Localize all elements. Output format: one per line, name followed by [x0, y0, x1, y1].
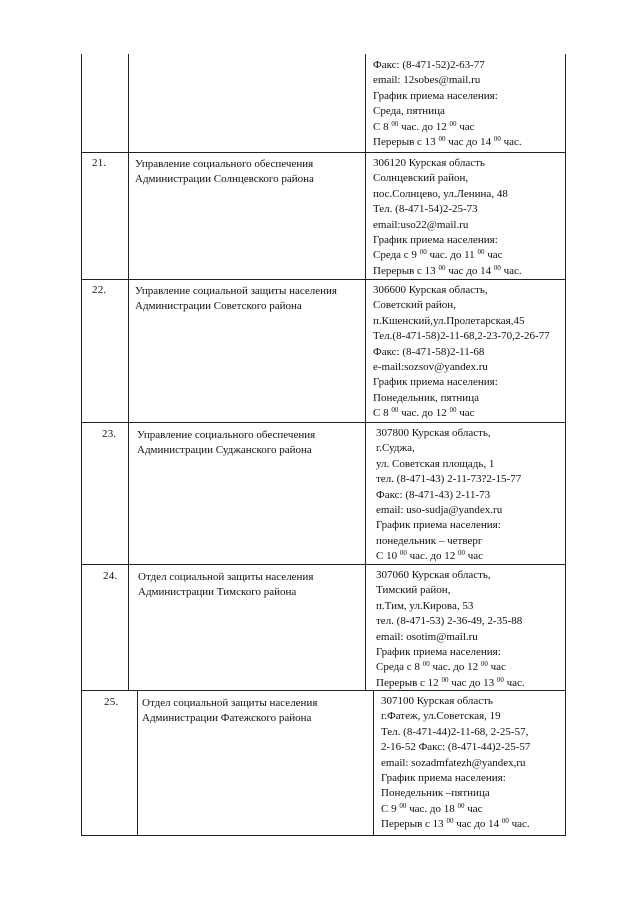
minutes-superscript: 00 [493, 263, 501, 272]
contact-info-line: 307100 Курская область [381, 695, 493, 707]
contact-info-line: График приема населения: [376, 519, 501, 532]
contact-info-line: Тимский район, [376, 584, 451, 597]
organization-name-line: Управление социального обеспечения [137, 429, 316, 441]
organization-name-line: Администрации Фатежского района [142, 712, 312, 724]
row-separator [81, 279, 566, 280]
row-separator [81, 152, 566, 153]
contact-info [381, 694, 530, 833]
row-number: 24. [103, 570, 118, 582]
contact-info-line: email: sozadmfatezh@yandex,ru [381, 756, 526, 769]
row-number: 22. [92, 284, 107, 296]
contact-info-line: Перерыв с 13 $^{00}$ час до 14 $^{00}$ час. [373, 263, 522, 277]
contact-info-line: г.Суджа, [376, 442, 415, 455]
organization-name-line: Администрации Тимского района [138, 586, 297, 598]
minutes-superscript: 00 [419, 248, 427, 257]
table-border-col1 [128, 54, 129, 690]
contact-info-line: Среда с 8 $^{00}$ час. до 12 $^{00}$ час [376, 660, 506, 674]
contact-info-line: 2-16-52 Факс: (8-471-44)2-25-57 [381, 741, 531, 754]
contact-info-line: С 8 $^{00}$ час. до 12 $^{00}$ час [373, 406, 475, 420]
contact-info-line: 306120 Курская область [373, 157, 485, 169]
contact-info-line: Советский район, [373, 299, 456, 312]
organization-name-line: Администрации Суджанского района [137, 444, 312, 456]
contact-info-line: С 9 $^{00}$ час. до 18 $^{00}$ час [381, 801, 483, 815]
contact-info-line: тел. (8-471-43) 2-11-73?2-15-77 [376, 473, 522, 486]
minutes-superscript: 00 [399, 549, 407, 558]
minutes-superscript: 00 [493, 134, 501, 143]
contact-info-line: График приема населения: [373, 233, 498, 246]
table-border-col2 [365, 54, 366, 690]
row-separator [81, 422, 566, 423]
minutes-superscript: 00 [391, 119, 399, 128]
contact-info-line: 306600 Курская область, [373, 284, 488, 296]
contact-info-line: График приема населения: [373, 89, 498, 102]
contact-info-line: e-mail:sozsov@yandex.ru [373, 360, 488, 373]
organization-name-line: Администрации Солнцевского района [135, 173, 314, 185]
contact-info-line: пос.Солнцево, ул.Ленина, 48 [373, 187, 508, 200]
contact-info-line: email: osotim@mail.ru [376, 630, 478, 643]
organization-name-line: Отдел социальной защиты населения [142, 697, 318, 709]
minutes-superscript: 00 [496, 675, 504, 684]
minutes-superscript: 00 [477, 248, 485, 257]
contact-info-line: Тел.(8-471-58)2-11-68,2-23-70,2-26-77 [373, 330, 550, 343]
contact-info-line: Тел. (8-471-54)2-25-73 [373, 203, 478, 216]
minutes-superscript: 00 [501, 817, 509, 826]
contact-info-line: понедельник – четверг [376, 534, 483, 547]
contact-info [376, 568, 525, 691]
minutes-superscript: 00 [446, 817, 454, 826]
contact-info-line: г.Фатеж, ул.Советская, 19 [381, 710, 501, 723]
contact-info-line: п.Кшенский,ул.Пролетарская,45 [373, 314, 525, 327]
contact-info-line: email:uso22@mail.ru [373, 218, 469, 231]
organization-name [142, 696, 317, 726]
contact-info [373, 283, 550, 422]
contact-info-line: Перерыв с 13 $^{00}$ час до 14 $^{00}$ час. [381, 817, 530, 831]
row-number: 23. [102, 428, 117, 440]
organization-name [135, 284, 337, 314]
table-border-bottom [81, 835, 566, 836]
contact-info-line: Факс: (8-471-58)2-11-68 [373, 345, 485, 358]
organization-name [137, 428, 315, 458]
table-border-col1-lower [137, 690, 138, 836]
minutes-superscript: 00 [399, 801, 407, 810]
contact-info-line: С 10 $^{00}$ час. до 12 $^{00}$ час [376, 549, 484, 563]
contact-info-line: Солнцевский район, [373, 172, 469, 185]
contact-info-line: 307800 Курская область, [376, 427, 491, 439]
contact-info-line: График приема населения: [376, 645, 501, 658]
contact-info-line: Понедельник –пятница [381, 787, 490, 800]
contact-info [376, 426, 521, 565]
contact-info-line: 307060 Курская область, [376, 569, 491, 581]
row-number: 21. [92, 157, 107, 169]
organization-name-line: Администрации Советского района [135, 300, 302, 312]
contact-info-line: Перерыв с 12 $^{00}$ час до 13 $^{00}$ час. [376, 675, 525, 689]
contact-info-line: email: 12sobes@mail.ru [373, 74, 481, 87]
minutes-superscript: 00 [438, 263, 446, 272]
contact-info-line: ул. Советская площадь, 1 [376, 457, 495, 470]
contact-info [373, 156, 522, 279]
minutes-superscript: 00 [449, 119, 457, 128]
organization-name-line: Отдел социальной защиты населения [138, 571, 314, 583]
minutes-superscript: 00 [438, 134, 446, 143]
minutes-superscript: 00 [441, 675, 449, 684]
contact-info [373, 58, 522, 150]
organization-name [135, 157, 314, 187]
contact-info-line: п.Тим, ул.Кирова, 53 [376, 599, 474, 612]
contact-info-line: Перерыв с 13 $^{00}$ час до 14 $^{00}$ час. [373, 134, 522, 148]
table-border-left [81, 54, 82, 836]
contact-info-line: email: uso-sudja@yandex.ru [376, 503, 503, 516]
minutes-superscript: 00 [422, 660, 430, 669]
minutes-superscript: 00 [458, 549, 465, 558]
contact-info-line: Понедельник, пятница [373, 391, 479, 404]
organization-name-line: Управление социальной защиты населения [135, 285, 337, 297]
contact-info-line: Среда, пятница [373, 105, 445, 118]
organization-name [138, 570, 313, 600]
table-border-col2-lower [373, 690, 374, 836]
contact-info-line: Среда с 9 $^{00}$ час. до 11 $^{00}$ час [373, 248, 503, 262]
contact-info-line: С 8 $^{00}$ час. до 12 $^{00}$ час [373, 119, 475, 133]
contact-info-line: График приема населения: [381, 771, 506, 784]
contact-info-line: График приема населения: [373, 376, 498, 389]
contact-info-line: Факс: (8-471-52)2-63-77 [373, 59, 485, 71]
contact-info-line: Тел. (8-471-44)2-11-68, 2-25-57, [381, 725, 529, 738]
organization-name-line: Управление социального обеспечения [135, 158, 314, 170]
minutes-superscript: 00 [480, 660, 488, 669]
table-border-right [565, 54, 566, 836]
contact-info-line: Факс: (8-471-43) 2-11-73 [376, 488, 491, 501]
row-number: 25. [104, 696, 119, 708]
contact-info-line: тел. (8-471-53) 2-36-49, 2-35-88 [376, 615, 523, 628]
minutes-superscript: 00 [391, 406, 399, 415]
minutes-superscript: 00 [457, 801, 465, 810]
minutes-superscript: 00 [449, 406, 457, 415]
